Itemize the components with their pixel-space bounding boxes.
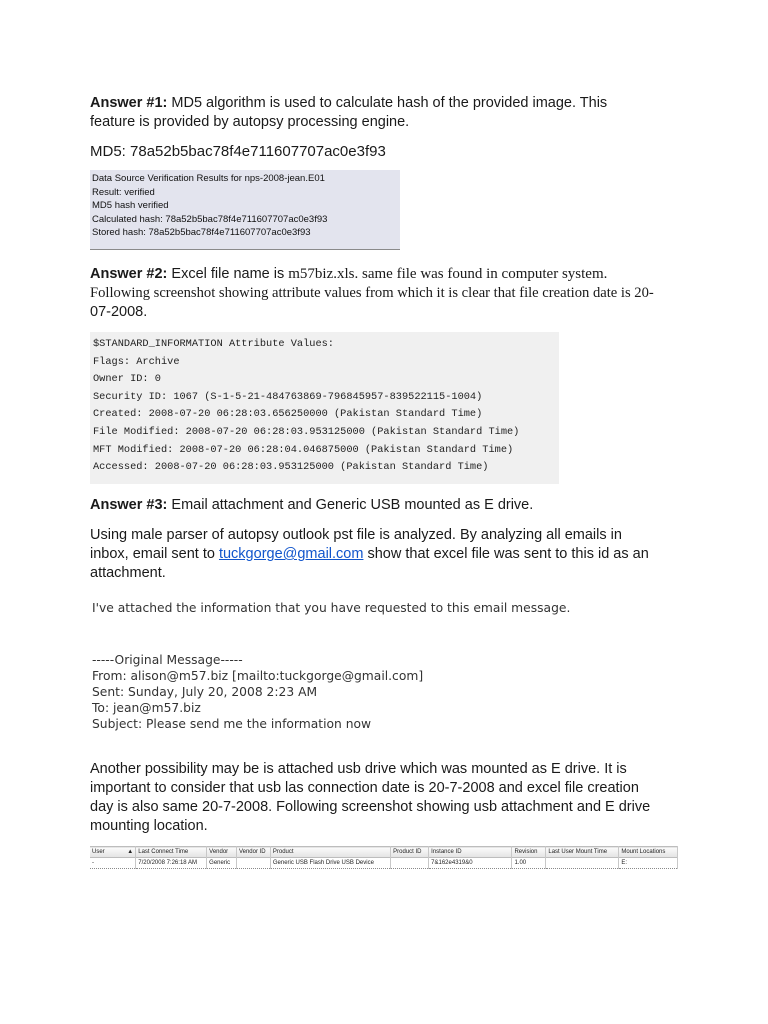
col-product-id[interactable]: Product ID: [391, 847, 429, 858]
usb-line3: day is also same 20-7-2008. Following screenshot showing usb attachment and E drive: [90, 799, 651, 815]
col-last-connect-time[interactable]: Last Connect Time: [136, 847, 207, 858]
usb-line1: Another possibility may be is attached usb drive which was mounted as E drive. It is: [90, 761, 627, 777]
verification-result: Result: verified: [92, 186, 155, 198]
verification-results-panel: [90, 170, 400, 250]
email-sent: Sent: Sunday, July 20, 2008 2:23 AM: [92, 685, 318, 699]
verification-md5-status: MD5 hash verified: [92, 200, 169, 211]
cell-revision: 1.00: [512, 858, 546, 869]
answer1-line2: feature is provided by autopsy processing engine.: [90, 114, 410, 130]
std-info-accessed: Accessed: 2008-07-20 06:28:03.953125000 (Pakistan Standard Time): [93, 461, 489, 474]
answer2-line2: Following screenshot showing attribute values from which it is clear that file creation date is 20-: [90, 285, 654, 301]
std-info-security-id: Security ID: 1067 (S-1-5-21-484763869-796845957-839522115-1004): [93, 390, 483, 403]
cell-last-connect-time: 7/20/2008 7:26:18 AM: [136, 858, 207, 869]
cell-vendor: Generic: [207, 858, 237, 869]
answer2-paragraph: [90, 265, 710, 322]
parser-line2-pre: inbox, email sent to: [90, 546, 219, 562]
table-row[interactable]: [90, 858, 678, 869]
cell-mount-location: E:: [619, 858, 678, 869]
email-subject: Subject: Please send me the information now: [92, 717, 372, 731]
email-original-message-header: -----Original Message-----: [92, 653, 243, 667]
col-user[interactable]: User ▲: [90, 847, 136, 858]
answer2-line1: [90, 265, 710, 284]
std-info-mft-modified: MFT Modified: 2008-07-20 06:28:04.046875000 (Pakistan Standard Time): [93, 443, 514, 456]
parser-line2: [90, 545, 730, 564]
answer1-paragraph: [90, 94, 730, 132]
cell-user: -: [90, 858, 136, 869]
verification-stored-hash: Stored hash: 78a52b5bac78f4e711607707ac0e3f93: [92, 227, 311, 238]
std-info-owner-id: Owner ID: 0: [93, 373, 161, 386]
usb-line4: mounting location.: [90, 818, 208, 834]
standard-information-panel: [90, 332, 559, 484]
answer3-text: Email attachment and Generic USB mounted as E drive.: [167, 497, 534, 513]
cell-instance-id: 7&162e4319&0: [429, 858, 512, 869]
answer2-label: Answer #2:: [90, 266, 168, 282]
std-info-file-modified: File Modified: 2008-07-20 06:28:03.953125000 (Pakistan Standard Time): [93, 425, 520, 438]
answer3-paragraph: [90, 496, 533, 515]
answer2-line3: 07-2008.: [90, 304, 148, 320]
usb-line2: important to consider that usb las connection date is 20-7-2008 and excel file creation: [90, 780, 639, 796]
verification-calculated-hash: Calculated hash: 78a52b5bac78f4e711607707ac0e3f93: [92, 213, 328, 225]
cell-vendor-id: [236, 858, 270, 869]
col-vendor-id[interactable]: Vendor ID: [236, 847, 270, 858]
answer3-label: Answer #3:: [90, 497, 168, 513]
usb-devices-table: [90, 846, 678, 869]
email-address-link[interactable]: tuckgorge@gmail.com: [218, 546, 364, 562]
std-info-header: $STANDARD_INFORMATION Attribute Values:: [93, 338, 334, 350]
answer1-text: MD5 algorithm is used to calculate hash of the provided image. This: [167, 95, 608, 111]
usb-table-header-row: [90, 847, 678, 858]
col-product[interactable]: Product: [270, 847, 390, 858]
std-info-created: Created: 2008-07-20 06:28:03.656250000 (Pakistan Standard Time): [93, 408, 483, 421]
col-instance-id[interactable]: Instance ID: [429, 847, 512, 858]
parser-line2-post: show that excel file was sent to this id as an: [363, 546, 649, 562]
parser-line1: Using male parser of autopsy outlook pst file is analyzed. By analyzing all emails in: [90, 527, 622, 543]
md5-line: MD5: 78a52b5bac78f4e711607707ac0e3f93: [90, 143, 386, 160]
usb-paragraph: [90, 760, 730, 836]
answer2-filename-text: m57biz.xls. same file was found in computer system.: [288, 266, 608, 282]
col-last-user-mount-time[interactable]: Last User Mount Time: [546, 847, 619, 858]
std-info-flags: Flags: Archive: [93, 355, 180, 368]
col-mount-locations[interactable]: Mount Locations: [619, 847, 678, 858]
answer1-line1: [90, 94, 730, 113]
answer2-intro: Excel file name is: [167, 266, 289, 282]
parser-line3: attachment.: [90, 565, 166, 581]
sort-ascending-icon: ▲: [127, 849, 134, 855]
cell-last-user-mount-time: [546, 858, 619, 869]
col-vendor[interactable]: Vendor: [207, 847, 237, 858]
email-message-panel: [92, 600, 612, 732]
col-revision[interactable]: Revision: [512, 847, 546, 858]
cell-product-id: [391, 858, 429, 869]
cell-product: Generic USB Flash Drive USB Device: [270, 858, 390, 869]
answer1-label: Answer #1:: [90, 95, 168, 111]
verification-title: Data Source Verification Results for nps-2008-jean.E01: [92, 173, 325, 184]
parser-paragraph: [90, 526, 730, 583]
email-body-text: I've attached the information that you have requested to this email message.: [92, 601, 571, 615]
email-to: To: jean@m57.biz: [92, 701, 201, 715]
email-from: From: alison@m57.biz [mailto:tuckgorge@gmail.com]: [92, 669, 424, 683]
